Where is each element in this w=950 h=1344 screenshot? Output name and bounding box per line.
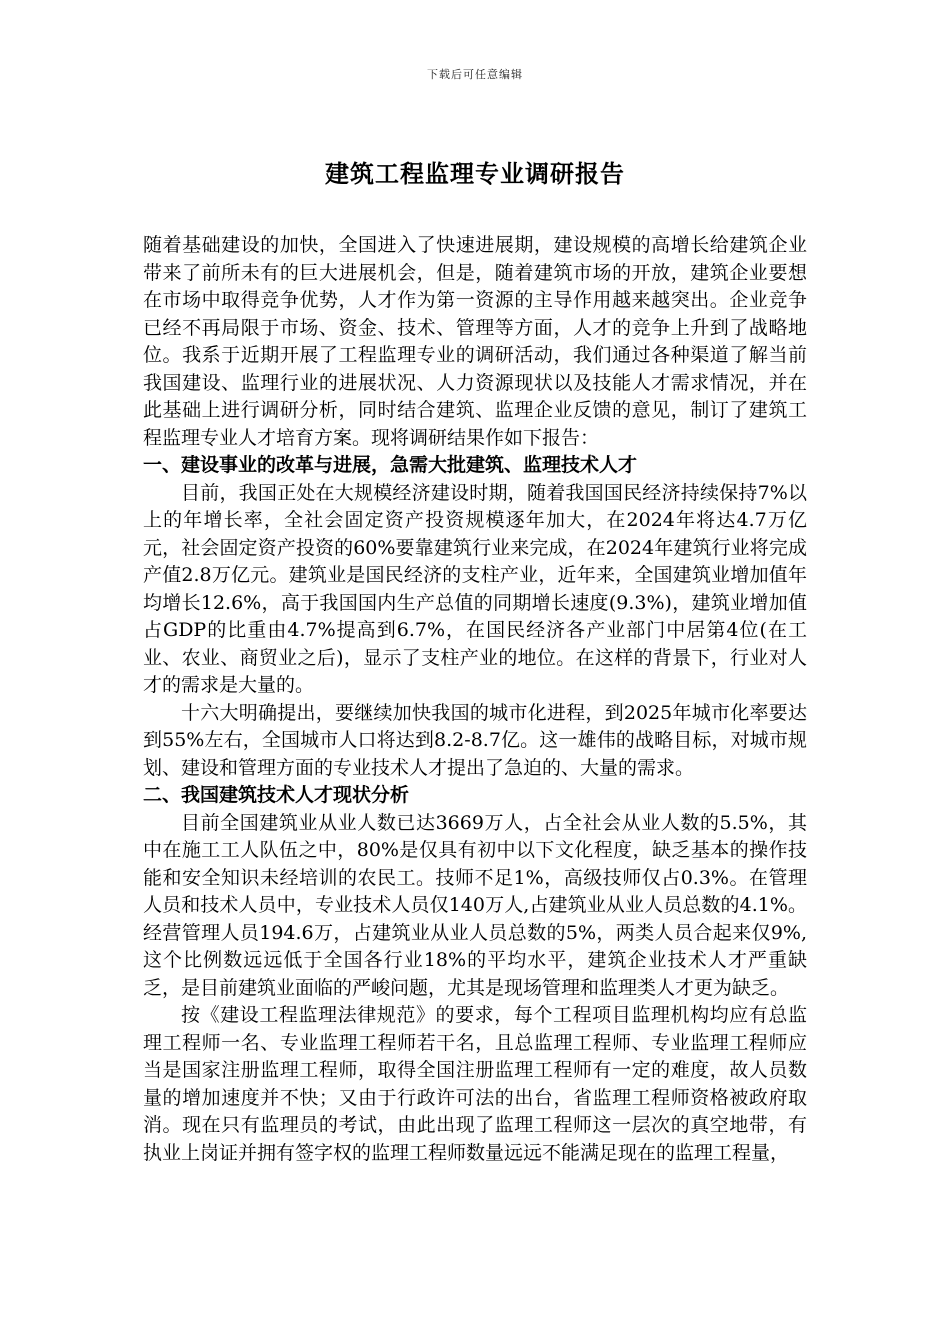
paragraph-section2-1: 目前全国建筑业从业人数已达3669万人，占全社会从业人数的5.5%，其中在施工工人队伍之中，80%是仅具有初中以下文化程度，缺乏基本的操作技能和安全知识未经培训的农民工。技师不足1%，高级技师仅占0.3%。在管理人员和技术人员中，专业技术人员仅140万人,占建筑业从业人员总数的4.1%。经营管理人员194.6万，占建筑业从业人员总数的5%，两类人员合起来仅9%,这个比例数远远低于全国各行业18%的平均水平，建筑企业技术人才严重缺乏，是目前建筑业面临的严峻问题，尤其是现场管理和监理类人才更为缺乏。 [143,811,807,999]
header-note: 下载后可任意编辑 [427,68,523,81]
paragraph-section1-2: 十六大明确提出，要继续加快我国的城市化进程，到2025年城市化率要达到55%左右，全国城市人口将达到8.2-8.7亿。这一雄伟的战略目标，对城市规划、建设和管理方面的专业技术人才提出了急迫的、大量的需求。 [143,701,807,779]
document-title: 建筑工程监理专业调研报告 [325,160,625,188]
paragraph-section2-2: 按《建设工程监理法律规范》的要求，每个工程项目监理机构均应有总监理工程师一名、专业监理工程师若干名，且总监理工程师、专业监理工程师应当是国家注册监理工程师，取得全国注册监理工程师有一定的难度，故人员数量的增加速度并不快；又由于行政许可法的出台，省监理工程师资格被政府取消。现在只有监理员的考试，由此出现了监理工程师这一层次的真空地带，有执业上岗证并拥有签字权的监理工程师数量远远不能满足现在的监理工程量， [143,1004,807,1164]
section-heading-2: 二、我国建筑技术人才现状分析 [143,784,410,806]
section-heading-1: 一、建设事业的改革与进展，急需大批建筑、监理技术人才 [143,454,638,476]
document-body [143,232,807,1167]
paragraph-section1-1: 目前，我国正处在大规模经济建设时期，随着我国国民经济持续保持7%以上的年增长率，全社会固定资产投资规模逐年加大，在2024年将达4.7万亿元，社会固定资产投资的60%要靠建筑行业来完成，在2024年建筑行业将完成产值2.8万亿元。建筑业是国民经济的支柱产业，近年来，全国建筑业增加值年均增长12.6%，高于我国国内生产总值的同期增长速度(9.3%)，建筑业增加值占GDP的比重由4.7%提高到6.7%，在国民经济各产业部门中居第4位(在工业、农业、商贸业之后)，显示了支柱产业的地位。在这样的背景下，行业对人才的需求是大量的。 [143,481,807,696]
paragraph-intro: 随着基础建设的加快，全国进入了快速进展期，建设规模的高增长给建筑企业带来了前所未有的巨大进展机会，但是，随着建筑市场的开放，建筑企业要想在市场中取得竞争优势，人才作为第一资源的主导作用越来越突出。企业竞争已经不再局限于市场、资金、技术、管理等方面，人才的竞争上升到了战略地位。我系于近期开展了工程监理专业的调研活动，我们通过各种渠道了解当前我国建设、监理行业的进展状况、人力资源现状以及技能人才需求情况，并在此基础上进行调研分析，同时结合建筑、监理企业反馈的意见，制订了建筑工程监理专业人才培育方案。现将调研结果作如下报告： [143,234,807,449]
